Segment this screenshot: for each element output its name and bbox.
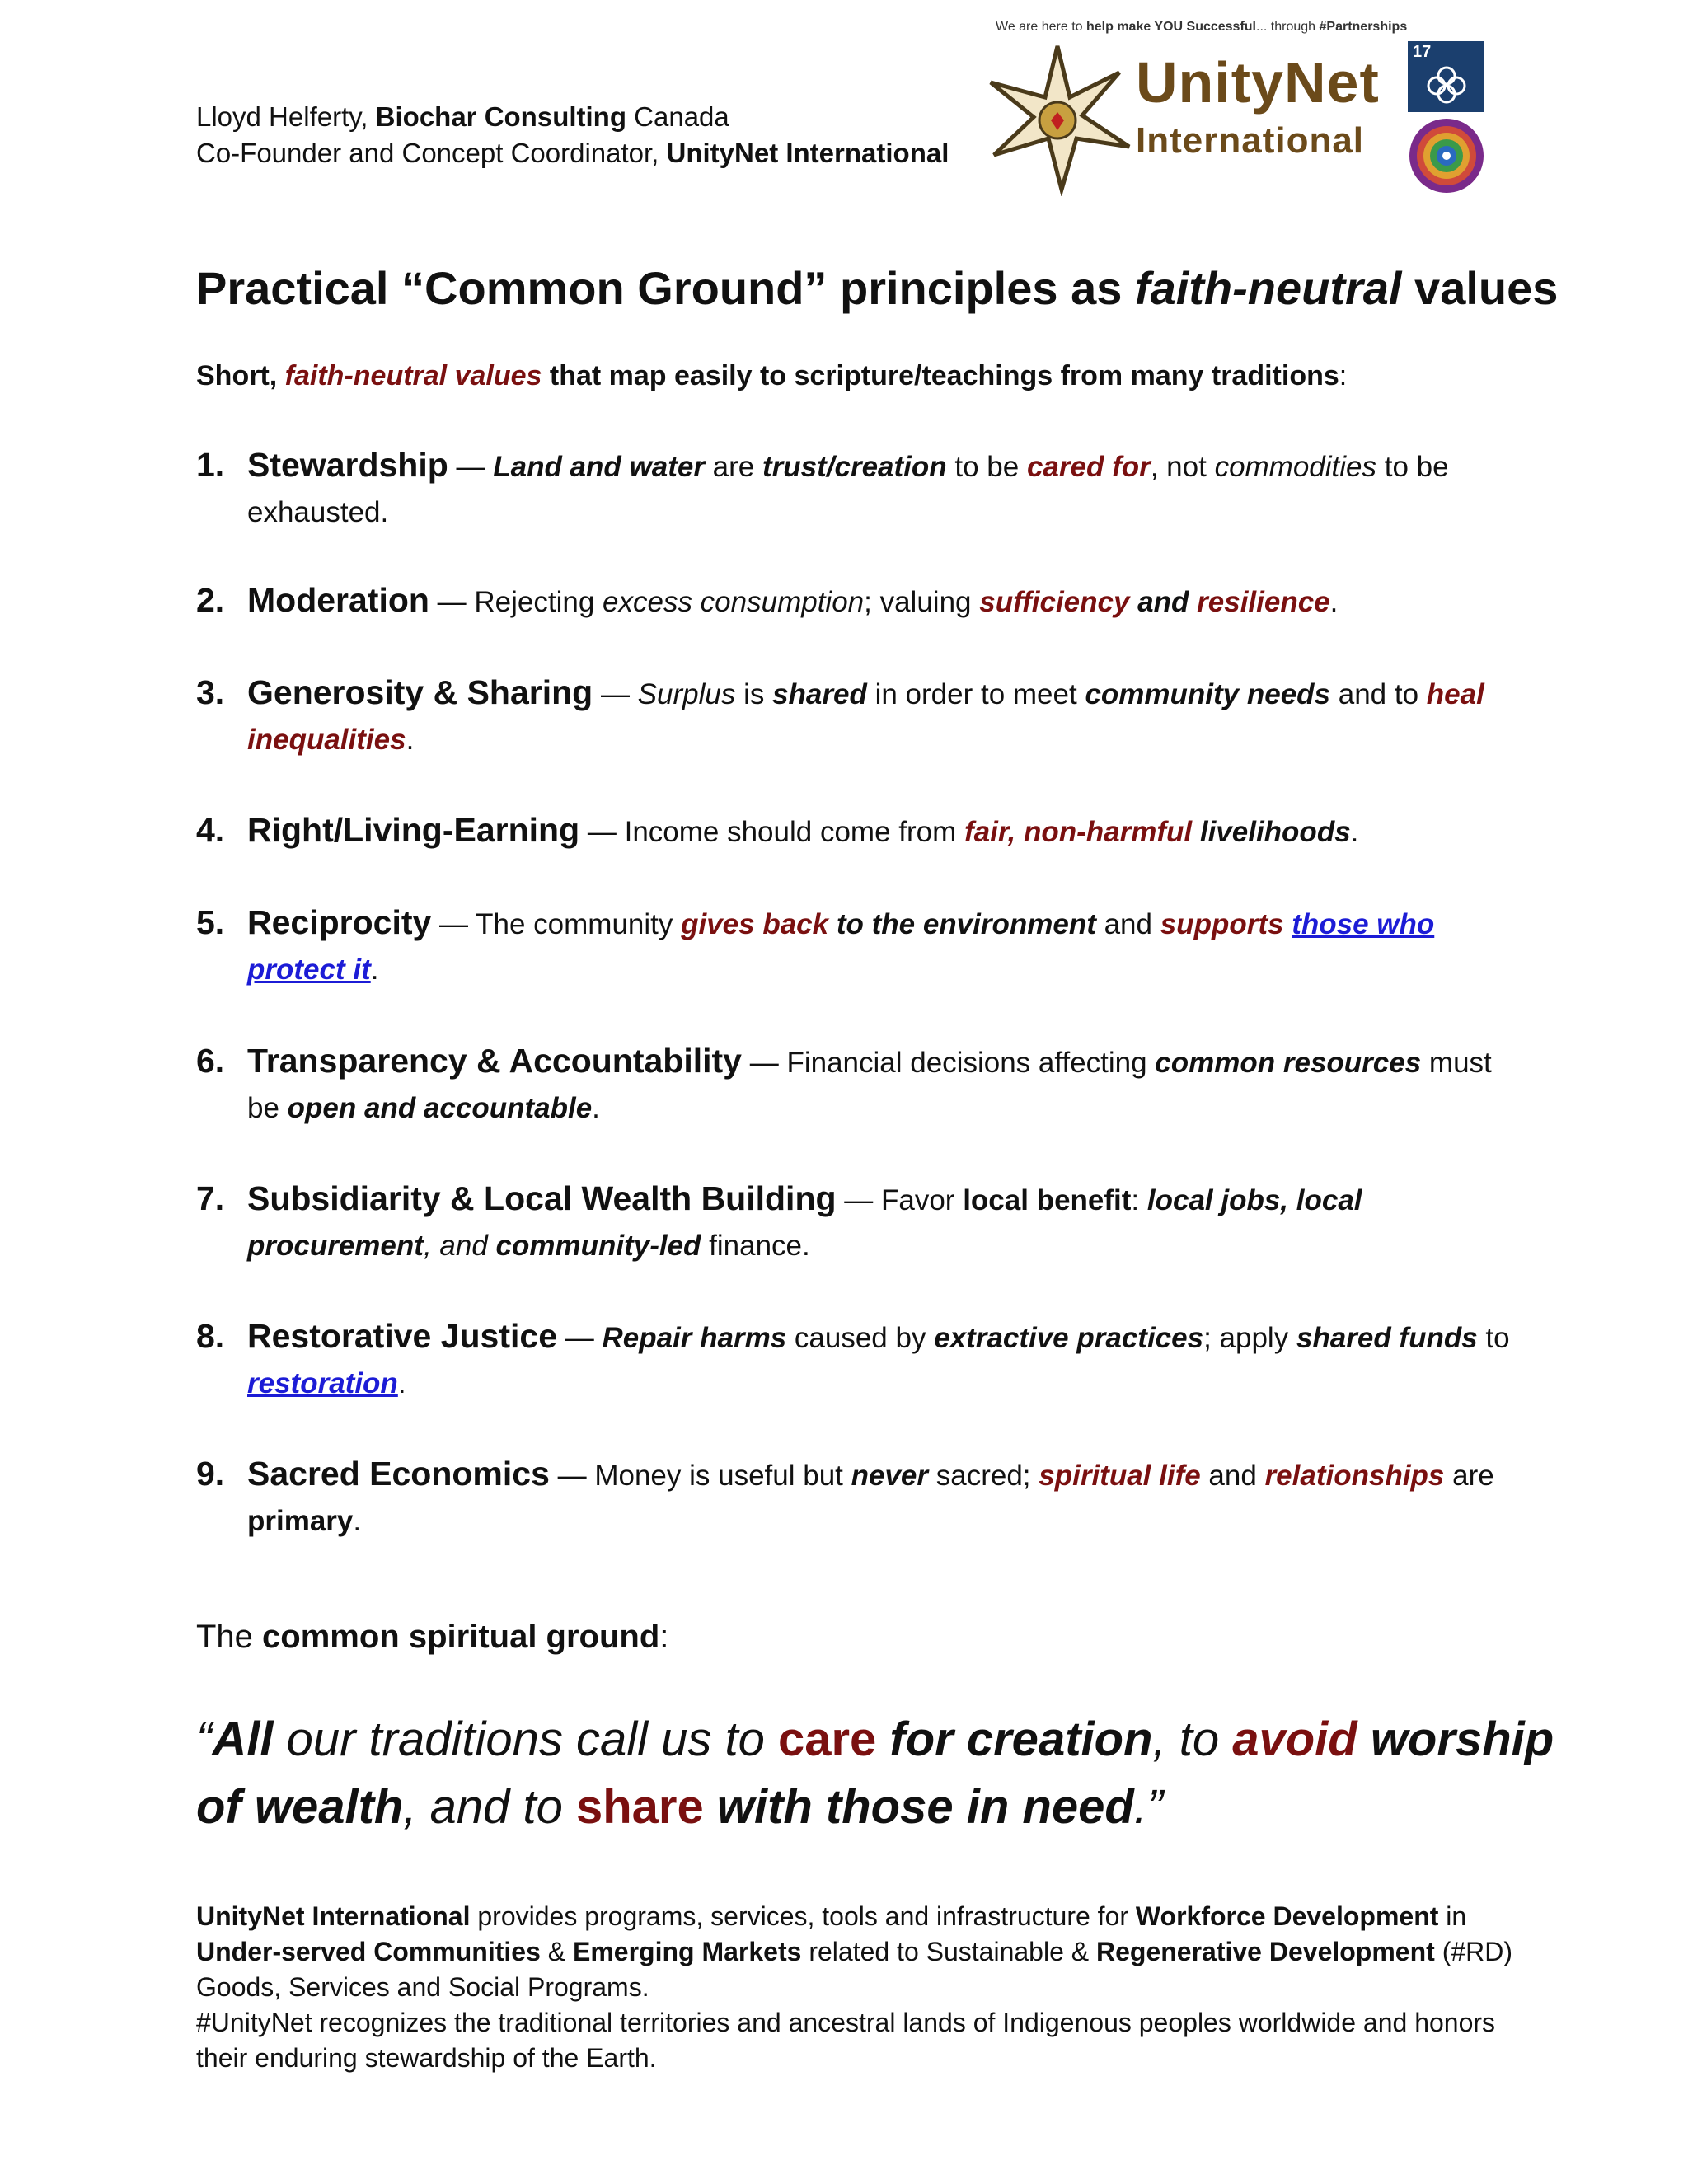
item-text: ; valuing [864, 586, 980, 618]
item-body [247, 1038, 1515, 1131]
item-body [247, 900, 1515, 992]
item-number: 3. [196, 673, 225, 711]
sdg-goal-icon [1408, 41, 1484, 112]
item-term: Reciprocity [247, 903, 432, 941]
item-dash: — [429, 586, 475, 618]
item-text: Money is useful but [594, 1460, 851, 1492]
footer-bold: Regenerative Development [1095, 1937, 1435, 1966]
item-body [247, 578, 1515, 625]
item-term: Moderation [247, 581, 429, 619]
item-number: 4. [196, 811, 225, 849]
item-body [247, 443, 1515, 535]
org-name: UnityNet International [666, 138, 950, 168]
item-dash: — [448, 451, 494, 483]
item-text: The community [476, 908, 682, 940]
footer-bold: Workforce Development [1135, 1901, 1439, 1931]
footer-text-part: in [1438, 1901, 1467, 1931]
quote-bold: worship of wealth [196, 1713, 1554, 1834]
page-title [196, 259, 1558, 318]
restoration-link[interactable]: restoration [247, 1367, 398, 1399]
quote-highlight: care [777, 1713, 877, 1766]
item-number: 7. [196, 1179, 225, 1217]
item-dash: — [742, 1047, 787, 1079]
item-text: ; apply [1203, 1322, 1296, 1354]
item-phrase: never [851, 1460, 929, 1492]
item-phrase: community needs [1085, 678, 1331, 710]
item-text: sacred; [928, 1460, 1039, 1492]
item-text: , not [1150, 451, 1215, 483]
item-highlight: sufficiency [979, 586, 1130, 618]
item-term: Stewardship [247, 446, 448, 484]
item-number: 6. [196, 1042, 225, 1080]
item-term: Subsidiarity & Local Wealth Building [247, 1179, 837, 1217]
principle-8 [196, 1314, 1515, 1406]
item-text: . [592, 1092, 600, 1124]
item-dash: — [557, 1322, 603, 1354]
principle-2 [196, 578, 1515, 625]
item-highlight: heal inequalities [247, 678, 1484, 756]
intro-post: that map easily to scripture/teachings from many traditions [542, 360, 1339, 391]
quote-text: our traditions call us to [273, 1713, 778, 1766]
quote-bold: All [212, 1713, 274, 1766]
item-highlight: gives back [681, 908, 829, 940]
item-phrase: Repair harms [602, 1322, 787, 1354]
item-body [247, 808, 1515, 855]
principle-6 [196, 1038, 1515, 1131]
item-term: Right/Living-Earning [247, 811, 580, 849]
land-acknowledgement: #UnityNet recognizes the traditional territories and ancestral lands of Indigenous peoples worldwide and honors their enduring stewardship of the Earth. [196, 2008, 1496, 2073]
item-phrase: shared funds [1296, 1322, 1478, 1354]
principle-5 [196, 900, 1515, 992]
sdg-number: 17 [1413, 43, 1432, 61]
common-bold: common spiritual ground [262, 1619, 660, 1655]
item-term: Generosity & Sharing [247, 673, 593, 711]
footer-paragraph [196, 1899, 1531, 2005]
author-name: Lloyd Helferty, [196, 101, 376, 132]
footer-text-part: (#RD) Goods, Services and Social Programs. [196, 1937, 1513, 2002]
item-term: Transparency & Accountability [247, 1042, 742, 1080]
common-pre: The [196, 1619, 263, 1655]
item-text [1283, 908, 1292, 940]
footer-bold: UnityNet International [196, 1901, 471, 1931]
quote-highlight: share [575, 1780, 704, 1834]
item-text: are [1444, 1460, 1494, 1492]
quote-text: , to [1152, 1713, 1233, 1766]
item-highlight: supports [1160, 908, 1284, 940]
quote-bold: for creation [876, 1713, 1153, 1766]
item-phrase: community-led [495, 1230, 701, 1262]
quote-text: , and to [403, 1780, 576, 1834]
item-highlight: spiritual life [1039, 1460, 1201, 1492]
quote-open: “ [196, 1713, 213, 1766]
item-highlight: resilience [1197, 586, 1330, 618]
item-number: 1. [196, 446, 225, 484]
common-ground-heading [196, 1614, 668, 1660]
item-number: 2. [196, 581, 225, 619]
title-pre: Practical “Common Ground” principles as [196, 262, 1135, 314]
item-phrase: common resources [1155, 1047, 1422, 1079]
logo-name-line2: International [1136, 120, 1365, 161]
item-phrase: Land and water [493, 451, 705, 483]
item-text: to be [946, 451, 1027, 483]
item-dash: — [431, 908, 476, 940]
item-phrase: shared [772, 678, 867, 710]
footer-bold: Under-served Communities [196, 1937, 541, 1966]
item-phrase: local jobs, local procurement [247, 1184, 1362, 1262]
title-post: values [1401, 262, 1559, 314]
item-body [247, 1451, 1515, 1544]
item-phrase: livelihoods [1192, 816, 1351, 848]
item-highlight: relationships [1264, 1460, 1445, 1492]
item-dash: — [579, 816, 625, 848]
tagline-mid: ... through [1256, 20, 1320, 34]
item-text: caused by [786, 1322, 935, 1354]
those-who-protect-it-link[interactable]: those who protect it [247, 908, 1435, 986]
author-block [196, 99, 949, 171]
item-phrase: trust/creation [762, 451, 947, 483]
item-number: 5. [196, 903, 225, 941]
principle-4 [196, 808, 1515, 855]
intro-line [196, 356, 1347, 396]
item-text: to be exhausted. [247, 451, 1449, 528]
item-phrase: Surplus [637, 678, 736, 710]
item-phrase: excess consumption [603, 586, 865, 618]
author-country: Canada [626, 101, 729, 132]
item-phrase: local benefit [963, 1184, 1132, 1216]
pull-quote [196, 1706, 1556, 1841]
item-phrase: to the environment [828, 908, 1096, 940]
intro-pre: Short, [196, 360, 285, 391]
quote-bold: with those in need [703, 1780, 1134, 1834]
item-text: Rejecting [474, 586, 603, 618]
item-highlight: cared for [1026, 451, 1151, 483]
item-phrase: extractive practices [934, 1322, 1204, 1354]
item-number: 8. [196, 1317, 225, 1355]
sdg-wheel-icon [1408, 117, 1485, 194]
intro-highlight: faith-neutral values [284, 360, 542, 391]
item-text: : [1131, 1184, 1147, 1216]
item-number: 9. [196, 1455, 225, 1493]
item-text: Income should come from [624, 816, 964, 848]
item-phrase: and [1129, 586, 1198, 618]
footer-text [196, 1899, 1531, 2076]
item-term: Restorative Justice [247, 1317, 558, 1355]
item-text: . [406, 724, 415, 756]
item-highlight: fair, non-harmful [964, 816, 1193, 848]
item-text: are [704, 451, 762, 483]
quote-close: .” [1133, 1780, 1164, 1834]
item-text: . [1350, 816, 1359, 848]
item-term: Sacred Economics [247, 1455, 550, 1493]
author-role: Co-Founder and Concept Coordinator, [196, 138, 667, 168]
item-phrase: commodities [1214, 451, 1377, 483]
item-dash: — [549, 1460, 595, 1492]
footer-bold: Emerging Markets [573, 1937, 802, 1966]
item-text: . [370, 954, 379, 986]
sdg-flower-icon [1424, 64, 1469, 105]
title-italic: faith-neutral [1134, 262, 1402, 314]
item-text: , and [423, 1230, 496, 1262]
principle-7 [196, 1176, 1515, 1268]
item-body [247, 670, 1515, 762]
item-text: and [1095, 908, 1160, 940]
star-emblem-icon [979, 40, 1136, 196]
item-text: Favor [881, 1184, 964, 1216]
company-name: Biochar Consulting [375, 101, 626, 132]
item-text: and [1200, 1460, 1265, 1492]
item-text: Financial decisions affecting [786, 1047, 1156, 1079]
author-line [196, 99, 949, 135]
item-dash: — [593, 678, 638, 710]
footer-text-part: provides programs, services, tools and infrastructure for [470, 1901, 1136, 1931]
item-text: in order to meet [866, 678, 1085, 710]
tagline-pre: We are here to [996, 20, 1086, 34]
footer-text-part: related to Sustainable & [801, 1937, 1096, 1966]
item-text: . [1329, 586, 1339, 618]
item-dash: — [836, 1184, 881, 1216]
principle-3 [196, 670, 1515, 762]
item-body [247, 1314, 1515, 1406]
tagline-bold: help make YOU Successful [1085, 20, 1256, 34]
item-phrase: open and accountable [287, 1092, 593, 1124]
item-text: is [735, 678, 773, 710]
footer-text-part: & [540, 1937, 573, 1966]
item-text: finance. [701, 1230, 810, 1262]
item-text: must be [247, 1047, 1492, 1124]
tagline-hashtag: #Partnerships [1319, 20, 1408, 34]
role-line [196, 135, 949, 171]
quote-highlight: avoid [1232, 1713, 1357, 1766]
item-phrase: primary [247, 1505, 354, 1537]
item-body [247, 1176, 1515, 1268]
item-text: and to [1330, 678, 1427, 710]
common-post: : [659, 1619, 669, 1655]
principle-9 [196, 1451, 1515, 1544]
unitynet-logo [979, 15, 1490, 194]
item-text: to [1477, 1322, 1510, 1354]
logo-name-line1: UnityNet [1136, 50, 1380, 115]
logo-tagline [996, 20, 1407, 35]
intro-colon: : [1339, 360, 1348, 391]
item-text: . [353, 1505, 362, 1537]
principle-1 [196, 443, 1515, 535]
item-text: . [397, 1367, 406, 1399]
